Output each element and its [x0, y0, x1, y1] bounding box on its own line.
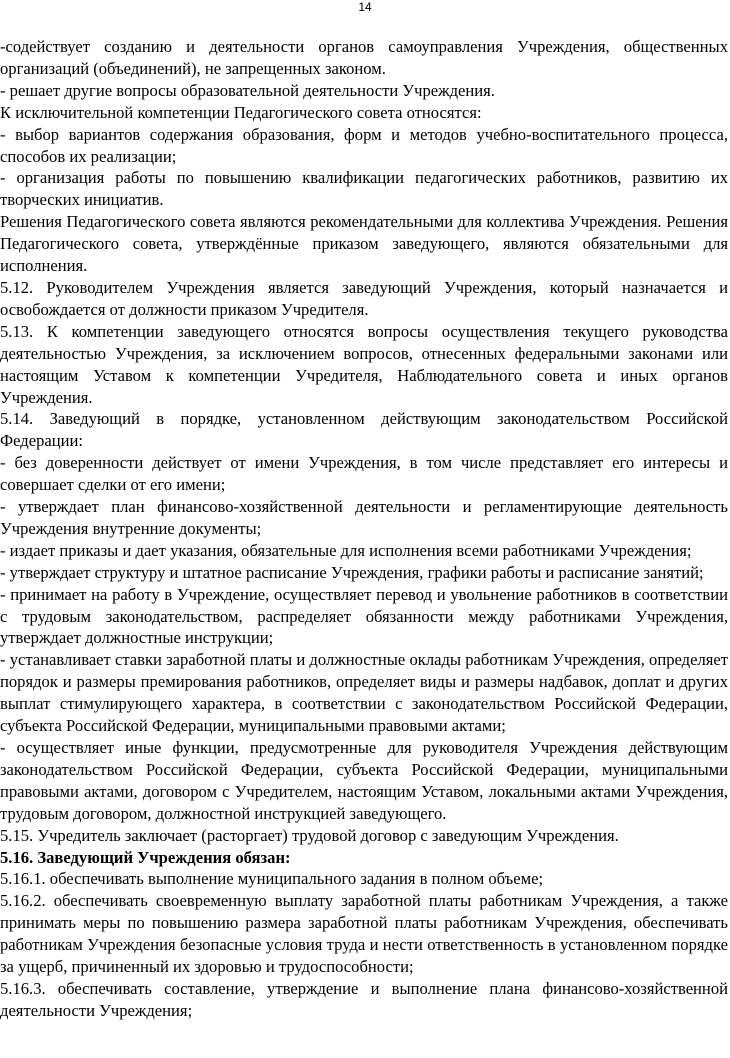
paragraph: - утверждает структуру и штатное расписание Учреждения, графики работы и расписание занятий; — [0, 562, 704, 582]
paragraph: -содействует созданию и деятельности органов самоуправления Учреждения, общественных организаций (объединений), не запрещенных законом. — [0, 37, 728, 78]
paragraph: - утверждает план финансово-хозяйственной деятельности и регламентирующие деятельность Учреждения внутренние документы; — [0, 497, 728, 538]
paragraph: - выбор вариантов содержания образования, форм и методов учебно-воспитательного процесса, способов их реализации; — [0, 124, 728, 166]
section-heading: 5.16. Заведующий Учреждения обязан: — [0, 847, 291, 867]
paragraph: 5.15. Учредитель заключает (расторгает) трудовой договор с заведующим Учреждения. — [0, 825, 619, 845]
document-body — [0, 36, 728, 1022]
paragraph: 5.13. К компетенции заведующего относятся вопросы осуществления текущего руководства деятельностью Учреждения, за исключением вопросов, отнесенных федеральными законами или настоящим Уставом к компетенции Учредителя, Наблюдательного совета и иных органов Учреждения. — [0, 321, 728, 407]
paragraph: 5.16.2. обеспечивать своевременную выплату заработной платы работникам Учреждения, а также принимать меры по повышению размера заработной платы работникам Учреждения, обеспечивать работникам Учреждения безопасные условия труда и нести ответственность в установленном порядке за ущерб, причиненный их здоровью и трудоспособности; — [0, 891, 728, 977]
paragraph: - принимает на работу в Учреждение, осуществляет перевод и увольнение работников в соответствии с трудовым законодательством, распределяет обязанности между работниками Учреждения, утверждает должностные инструкции; — [0, 584, 728, 648]
paragraph: - устанавливает ставки заработной платы и должностные оклады работникам Учреждения, определяет порядок и размеры премирования работников, определяет виды и размеры надбавок, доплат и других выплат стимулирующего характера, в соответствии с законодательством Российской Федерации, субъекта Российской Федерации, муниципальными правовыми актами; — [0, 650, 728, 736]
paragraph: 5.16.3. обеспечивать составление, утверждение и выполнение плана финансово-хозяйственной деятельности Учреждения; — [0, 978, 728, 1020]
paragraph: 5.12. Руководителем Учреждения является заведующий Учреждения, который назначается и освобождается от должности приказом Учредителя. — [0, 277, 728, 319]
paragraph: - осуществляет иные функции, предусмотренные для руководителя Учреждения действующим законодательством Российской Федерации, субъекта Российской Федерации, муниципальными правовыми актами, договором с Учредителем, настоящим Уставом, локальными актами Учреждения, трудовым договором, должностной инструкцией заведующего. — [0, 738, 728, 823]
paragraph: - без доверенности действует от имени Учреждения, в том числе представляет его интересы и совершает сделки от его имени; — [0, 453, 728, 495]
paragraph: - организация работы по повышению квалификации педагогических работников, развитию их творческих инициатив. — [0, 168, 728, 210]
page-number: 14 — [358, 0, 372, 14]
paragraph: - издает приказы и дает указания, обязательные для исполнения всеми работниками Учреждения; — [0, 540, 692, 560]
paragraph: Решения Педагогического совета являются рекомендательными для коллектива Учреждения. Решения Педагогического совета, утверждённые приказом заведующего, являются обязательными для исполнения. — [0, 212, 728, 276]
paragraph: К исключительной компетенции Педагогического совета относятся: — [0, 102, 482, 122]
paragraph: 5.16.1. обеспечивать выполнение муниципального задания в полном объеме; — [0, 869, 544, 889]
paragraph: 5.14. Заведующий в порядке, установленном действующим законодательством Российской Федерации: — [0, 409, 728, 451]
paragraph: - решает другие вопросы образовательной деятельности Учреждения. — [0, 80, 495, 100]
